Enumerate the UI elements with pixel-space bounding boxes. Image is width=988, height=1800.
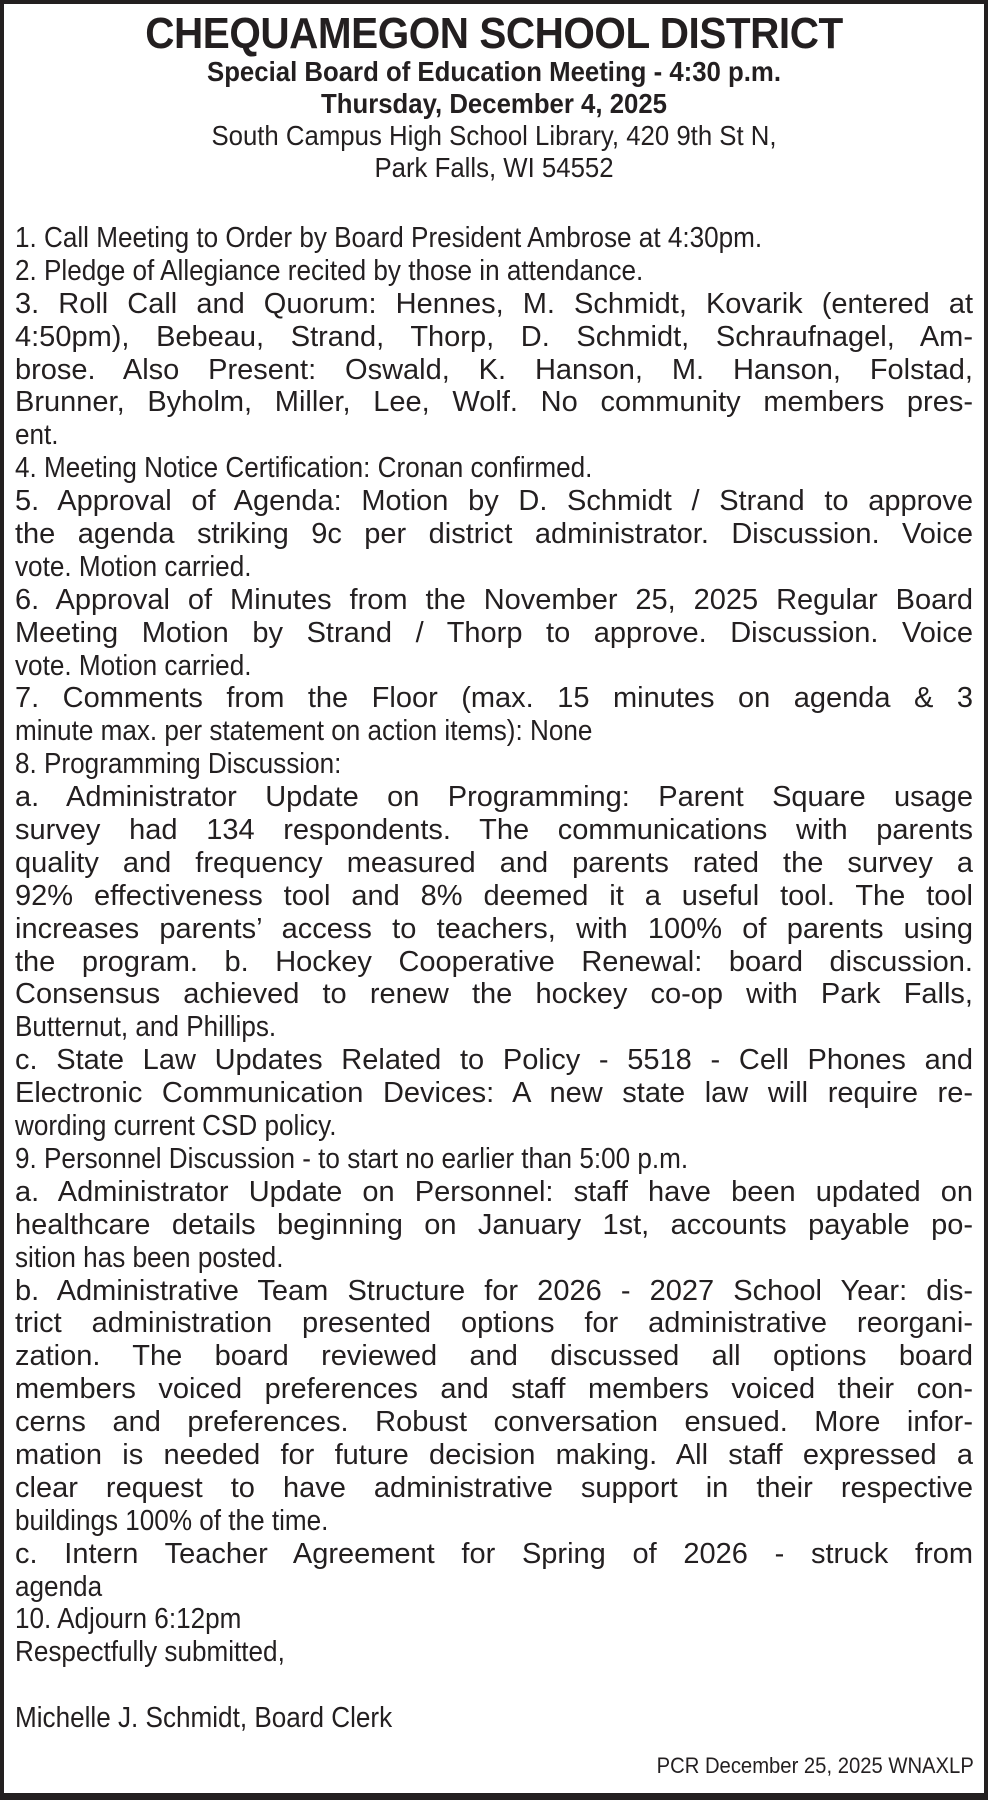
minutes-line: c. Intern Teacher Agreement for Spring of 2026 - struck from — [15, 1537, 973, 1570]
district-title: CHEQUAMEGON SCHOOL DISTRICT — [145, 9, 843, 58]
minutes-line: 6. Approval of Minutes from the November 25, 2025 Regular Board — [15, 583, 973, 616]
minutes-line: c. State Law Updates Related to Policy - 5518 - Cell Phones and — [15, 1044, 973, 1077]
minutes-line: agenda — [15, 1570, 103, 1603]
minutes-line: the program. b. Hockey Cooperative Renewal: board discussion. — [15, 945, 973, 978]
minutes-line: healthcare details beginning on January 1st, accounts payable po- — [15, 1208, 973, 1241]
minutes-line: zation. The board reviewed and discussed all options board — [15, 1340, 973, 1373]
minutes-line: 92% effectiveness tool and 8% deemed it a useful tool. The tool — [15, 879, 973, 912]
meeting-address-line2: Park Falls, WI 54552 — [374, 152, 614, 183]
minutes-line: a. Administrator Update on Personnel: staff have been updated on — [15, 1175, 973, 1208]
minutes-line: 3. Roll Call and Quorum: Hennes, M. Schmidt, Kovarik (entered at — [15, 287, 973, 320]
minutes-line: increases parents’ access to teachers, with 100% of parents using — [15, 912, 973, 945]
meeting-subtitle: Special Board of Education Meeting - 4:30 p.m. — [207, 56, 781, 87]
minutes-line: Consensus achieved to renew the hockey co-op with Park Falls, — [15, 978, 973, 1011]
minutes-line: Michelle J. Schmidt, Board Clerk — [15, 1702, 393, 1735]
minutes-line: 9. Personnel Discussion - to start no earlier than 5:00 p.m. — [15, 1142, 689, 1175]
minutes-line: 10. Adjourn 6:12pm — [15, 1603, 242, 1636]
minutes-line: wording current CSD policy. — [15, 1110, 337, 1143]
meeting-date: Thursday, December 4, 2025 — [320, 88, 668, 119]
minutes-line: minute max. per statement on action items): None — [15, 715, 593, 748]
minutes-line: cerns and preferences. Robust conversation ensued. More infor- — [15, 1406, 973, 1439]
meeting-address-line1: South Campus High School Library, 420 9th St N, — [211, 120, 777, 151]
minutes-line: quality and frequency measured and parents rated the survey a — [15, 846, 973, 879]
minutes-line: ent. — [15, 419, 59, 452]
minutes-line: b. Administrative Team Structure for 2026 - 2027 School Year: dis- — [15, 1274, 973, 1307]
minutes-line: buildings 100% of the time. — [15, 1504, 329, 1537]
minutes-line: trict administration presented options for administrative reorgani- — [15, 1307, 973, 1340]
minutes-line: vote. Motion carried. — [15, 550, 252, 583]
minutes-line: 4:50pm), Bebeau, Strand, Thorp, D. Schmidt, Schraufnagel, Am- — [15, 320, 973, 353]
minutes-line: 1. Call Meeting to Order by Board President Ambrose at 4:30pm. — [15, 222, 763, 254]
minutes-line: 7. Comments from the Floor (max. 15 minutes on agenda & 3 — [15, 682, 973, 715]
minutes-line: survey had 134 respondents. The communications with parents — [15, 814, 973, 847]
minutes-line: sition has been posted. — [15, 1241, 284, 1274]
minutes-line: members voiced preferences and staff members voiced their con- — [15, 1373, 973, 1406]
minutes-line: Respectfully submitted, — [15, 1636, 285, 1669]
minutes-line: clear request to have administrative support in their respective — [15, 1471, 973, 1504]
minutes-line: Electronic Communication Devices: A new state law will require re- — [15, 1077, 973, 1110]
minutes-line: the agenda striking 9c per district administrator. Discussion. Voice — [15, 518, 973, 551]
notice-header — [4, 9, 984, 184]
minutes-line: a. Administrator Update on Programming: Parent Square usage — [15, 781, 973, 814]
minutes-line: mation is needed for future decision making. All staff expressed a — [15, 1438, 973, 1471]
minutes-line: 4. Meeting Notice Certification: Cronan confirmed. — [15, 452, 593, 485]
minutes-line: 2. Pledge of Allegiance recited by those in attendance. — [15, 254, 644, 287]
minutes-line: 8. Programming Discussion: — [15, 748, 342, 781]
minutes-line: Butternut, and Phillips. — [15, 1011, 277, 1044]
minutes-line: brose. Also Present: Oswald, K. Hanson, M. Hanson, Folstad, — [15, 353, 973, 386]
blank-line — [15, 1669, 877, 1702]
minutes-line: Meeting Motion by Strand / Thorp to approve. Discussion. Voice — [15, 616, 973, 649]
minutes-line: 5. Approval of Agenda: Motion by D. Schmidt / Strand to approve — [15, 485, 973, 518]
minutes-line: Brunner, Byholm, Miller, Lee, Wolf. No community members pres- — [15, 386, 973, 419]
publication-footer: PCR December 25, 2025 WNAXLP — [656, 1753, 974, 1778]
minutes-line: vote. Motion carried. — [15, 649, 252, 682]
minutes-body — [15, 222, 973, 1735]
